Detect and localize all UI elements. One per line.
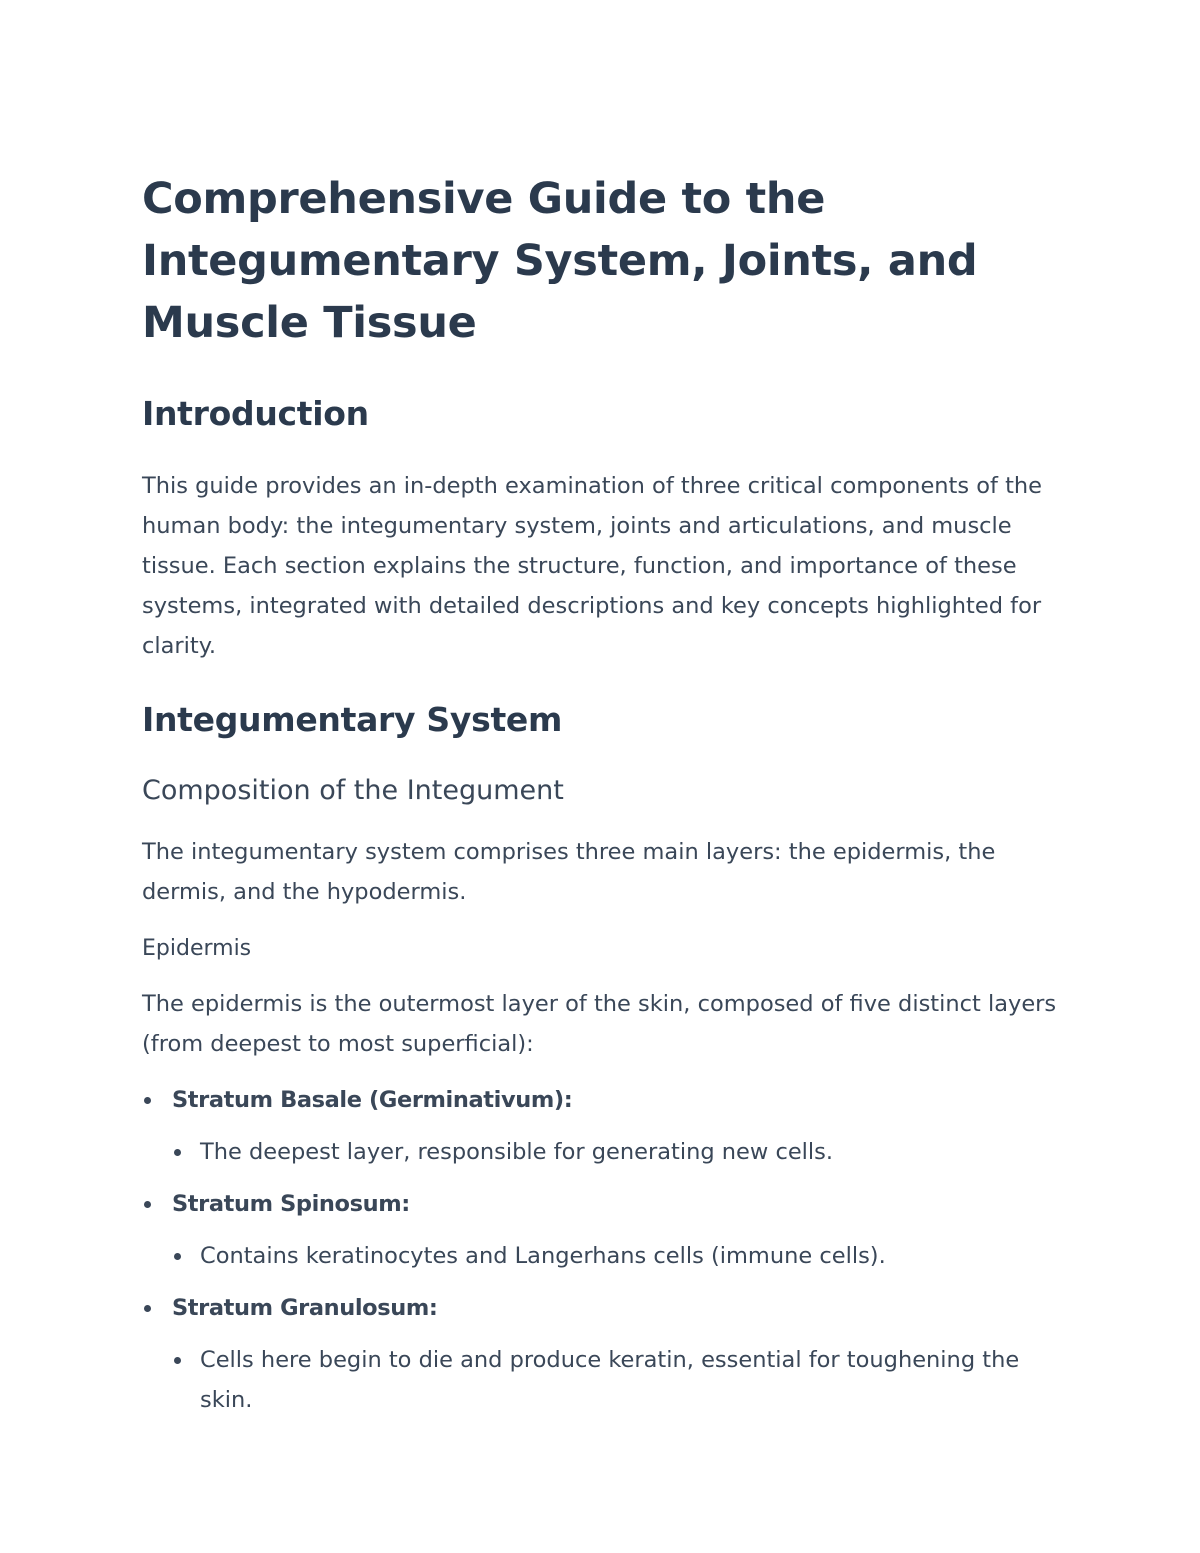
introduction-heading: Introduction xyxy=(142,394,369,433)
layer-name: Stratum Granulosum: xyxy=(172,1295,438,1321)
integumentary-system-heading: Integumentary System xyxy=(142,700,563,739)
composition-paragraph: The integumentary system comprises three main layers: the epidermis, the dermis, and the hypodermis. xyxy=(142,839,996,905)
composition-heading: Composition of the Integument xyxy=(142,775,564,806)
introduction-paragraph: This guide provides an in-depth examination of three critical components of the human body: the integumentary system, joints and articulations, and muscle tissue. Each section explains the structure, function, and importance of these systems, integrated with detailed descriptions and key concepts highlighted for clarity. xyxy=(142,473,1043,659)
layer-name: Stratum Basale (Germinativum): xyxy=(172,1087,573,1113)
document-title: Comprehensive Guide to the Integumentary System, Joints, and Muscle Tissue xyxy=(142,174,978,348)
bullet-icon xyxy=(144,1305,151,1312)
bullet-icon xyxy=(174,1149,181,1156)
layer-description: Cells here begin to die and produce keratin, essential for toughening the skin. xyxy=(200,1347,1020,1413)
bullet-icon xyxy=(144,1097,151,1104)
epidermis-paragraph: The epidermis is the outermost layer of the skin, composed of five distinct layers (from deepest to most superficial): xyxy=(142,991,1057,1057)
document-page xyxy=(142,168,1072,1432)
epidermis-layers-list xyxy=(142,1080,1072,1420)
list-item xyxy=(142,1080,1072,1172)
list-item xyxy=(142,1288,1072,1420)
list-item xyxy=(142,1184,1072,1276)
layer-description: The deepest layer, responsible for generating new cells. xyxy=(200,1139,834,1165)
epidermis-heading: Epidermis xyxy=(142,936,252,961)
bullet-icon xyxy=(144,1201,151,1208)
bullet-icon xyxy=(174,1253,181,1260)
layer-name: Stratum Spinosum: xyxy=(172,1191,410,1217)
layer-description: Contains keratinocytes and Langerhans cells (immune cells). xyxy=(200,1243,886,1269)
bullet-icon xyxy=(174,1357,181,1364)
